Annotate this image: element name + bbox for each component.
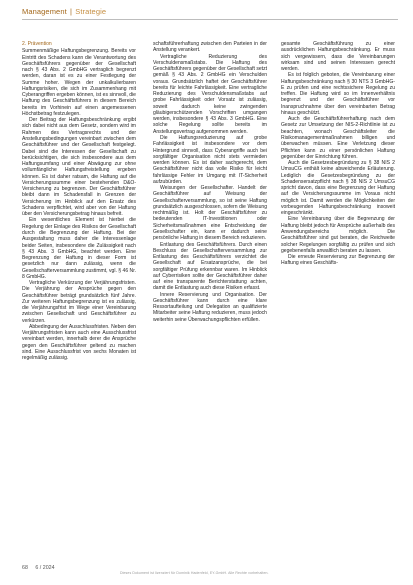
paragraph: schaftsführerhaftung zwischen den Parteien in der Anstellung verankert.: [153, 41, 267, 54]
paragraph: Entlastung des Geschäftsführers. Durch einen Beschluss der Gesellschafterversammlung zur Entlastung des Geschäftsführers verzichtet die Gesellschaft auf Ersatzansprüche, die bei sorgfältiger Prüfung erkennbar waren. Im Hinblick auf Cyberrisiken sollte der Geschäftsführer daher auf eine transparente Berichterstattung achten, damit die Entlastung auch diese Risiken erfasst.: [153, 241, 267, 292]
text-column-3: [281, 41, 395, 561]
text-column-2: [153, 41, 267, 561]
page-number: 68: [22, 565, 28, 571]
paragraph: Innere Reservierung und Organisation. Der Geschäftsführer kann durch eine klare Ressortaufteilung und Delegation an qualifizierte Mitarbeiter seine Haftung reduzieren, muss jedoch weiterhin seine Überwachungspflichten erfüllen.: [153, 291, 267, 323]
paragraph: Weisungen der Gesellschafter. Handelt der Geschäftsführer auf Weisung der Gesellschafterversammlung, so ist seine Haftung grundsätzlich ausgeschlossen, sofern die Weisung rechtmäßig ist. Holt der Geschäftsführer zu bedeutenden IT-Investitionen oder Sicherheitsmaßnahmen eine Entscheidung der Gesellschafter ein, kann er dadurch seine persönliche Haftung in diesem Bereich reduzieren.: [153, 185, 267, 242]
paragraph: Abbedingung der Ausschlussfristen. Neben den Verjährungsfristen kann auch eine Ausschlussfrist vereinbart werden, innerhalb derer die Ansprüche gegen den Geschäftsführer geltend zu machen sind. Eine Ausschlussfrist von sechs Monaten ist regelmäßig zulässig.: [22, 323, 136, 362]
header-rubric: Management: [22, 7, 67, 16]
paragraph: Eine Vereinbarung über die Begrenzung der Haftung bleibt jedoch für Ansprüche außerhalb des Anwendungsbereichs möglich. Die Geschäftsführer sind gut beraten, die Reichweite solcher Regelungen sorgfältig zu prüfen und sich gegebenenfalls anwaltlich beraten zu lassen.: [281, 216, 395, 254]
paragraph: Vertragliche Verkürzung der Verjährungsfristen. Die Verjährung der Ansprüche gegen den Geschäftsführer beträgt grundsätzlich fünf Jahre. Zur weiteren Haftungsbegrenzung ist es zulässig, die Verjährungsfrist im Wege einer Vereinbarung zwischen Gesellschaft und Geschäftsführer zu verkürzen.: [22, 280, 136, 324]
paragraph: Vertragliche Reduzierung des Verschuldensmaßstabs. Die Haftung des Geschäftsführers gegenüber der Gesellschaft setzt gemäß § 43 Abs. 2 GmbHG ein Verschulden voraus. Grundsätzlich haftet der Geschäftsführer bereits für leichte Fahrlässigkeit. Eine vertragliche Reduzierung des Verschuldensmaßstabs auf grobe Fahrlässigkeit oder Vorsatz ist zulässig, soweit dadurch keine zwingenden gläubigerschützenden Vorschriften umgangen werden, insbesondere § 43 Abs. 3 GmbHG. Eine solche Regelung sollte bereits im Anstellungsvertrag aufgenommen werden.: [153, 53, 267, 135]
header-section: Strategie: [75, 7, 107, 16]
paragraph: Ein wesentliches Element ist hierbei die Regelung der Einlage des Risikos der Gesellschaft durch die Begrenzung der Haftung. Bei der Ausgestaltung muss daher die Interessenlage beider Seiten, insbesondere die Zulässigkeit nach § 43 Abs. 3 GmbHG, beachtet werden. Eine Begrenzung der Haftung in dieser Form ist gesetzlich nur dann zulässig, wenn die Gesellschafterversammlung zustimmt, vgl. § 46 Nr. 8 GmbHG.: [22, 217, 136, 280]
paragraph: Auch die Gesetzesbegründung zu § 38 NIS 2 UmsuCG enthält keine abweichende Erläuterung. Lediglich die Gesetzesbegründung zu der Schadensersatzpflicht nach § 38 NIS 2 UmsuCG spricht davon, dass eine Begrenzung der Haftung auf die Versicherungssumme im Voraus nicht möglich ist. Damit werden die Möglichkeiten der vorbeugenden Haftungsbeschränkung insoweit eingeschränkt.: [281, 160, 395, 217]
page-footer: [22, 565, 55, 571]
running-header: [22, 7, 106, 16]
paragraph: Es ist folglich geboten, die Vereinbarung einer Haftungsbeschränkung nach § 30 NTS 3 GmbHG-E zu prüfen und eine rechtssichere Regelung zu treffen. Die Haftung wird so im Innenverhältnis begrenzt und der Geschäftsführer vor Inanspruchnahme über den vereinbarten Betrag hinaus geschützt.: [281, 72, 395, 116]
text-column-1: [22, 41, 136, 561]
paragraph: Summenmäßige Haftungsbegrenzung. Bereits vor Eintritt des Schadens kann die Verantwortung des Geschäftsführers gegenüber der Gesellschaft nach § 43 Abs. 2 GmbHG vertraglich begrenzt werden, daran ist es zu einer Festlegung der Summe hoher. Wegen der unkalkulierbaren Haftungsrisiken, die sich im Zusammenhang mit Cyberangriffen ergeben können, ist es sinnvoll, die Haftung des Geschäftsführers in diesem Bereich bereits im Vorhinein auf einen angemessenen Höchstbetrag festzulegen.: [22, 48, 136, 117]
header-separator: |: [69, 7, 73, 16]
paragraph: Die erneute Reservierung zur Begrenzung der Haftung eines Geschäfts-: [281, 254, 395, 267]
header-rule: [22, 19, 398, 20]
issue-label: 6 / 2024: [35, 565, 55, 571]
paragraph: Auch die Geschäftsführerhaftung nach dem Gesetz zur Umsetzung der NIS-2-Richtlinie ist zu beachten, wonach Geschäftsleiter die Risikomanagementmaßnahmen billigen und überwachen müssen. Eine Verletzung dieser Pflichten kann zu einer persönlichen Haftung gegenüber der Einrichtung führen.: [281, 116, 395, 160]
license-watermark: Dieses Dokument ist lizenziert für Dominik Hadenfeld, EY-GmbH. Alle Rechte vorbehalten.: [120, 571, 269, 575]
paragraph: gesamte Geschäftsführung zu einer ausdrücklichen Haftungsbeschränkung. Er muss sich vergewissern, dass die Vereinbarungen wirksam sind und seinen Interessen gerecht werden.: [281, 41, 395, 73]
paragraph: Der Beitrag der Haftungsbeschränkung ergibt sich dabei nicht aus dem Gesetz, sondern wird im Rahmen des Vertragsrechts und der Anstellungsbedingungen vereinbart zwischen dem Geschäftsführer und der Gesellschaft festgelegt. Dabei sind die Interessen der Gesellschaft zu berücksichtigen, die sich insbesondere aus dem Haftungsumfang und einer Abwägung zur ohne vollumfängliche Haftungsfreistellung ergeben können. Es ist daher ratsam, die Haftung auf die Versicherungssumme einer bestehenden D&O-Versicherung zu begrenzen. Der Geschäftsführer bleibt dann im Schadensfall in Grenzen der Versicherung im Hinblick auf den Ersatz des Schadens verpflichtet, wird aber von der Haftung über den Versicherungsbetrag hinaus befreit.: [22, 117, 136, 218]
paragraph: Die Haftungsreduzierung auf grobe Fahrlässigkeit ist insbesondere vor dem Hintergrund sinnvoll, dass Cyberangriffe auch bei sorgfältiger Organisation nicht stets vermieden werden können. Es ist daher sachgerecht, dem Geschäftsführer nicht das volle Risiko für leicht fahrlässige Fehler im Umgang mit IT-Sicherheit aufzubürden.: [153, 134, 267, 185]
section-heading: 2. Prävention: [22, 41, 52, 47]
